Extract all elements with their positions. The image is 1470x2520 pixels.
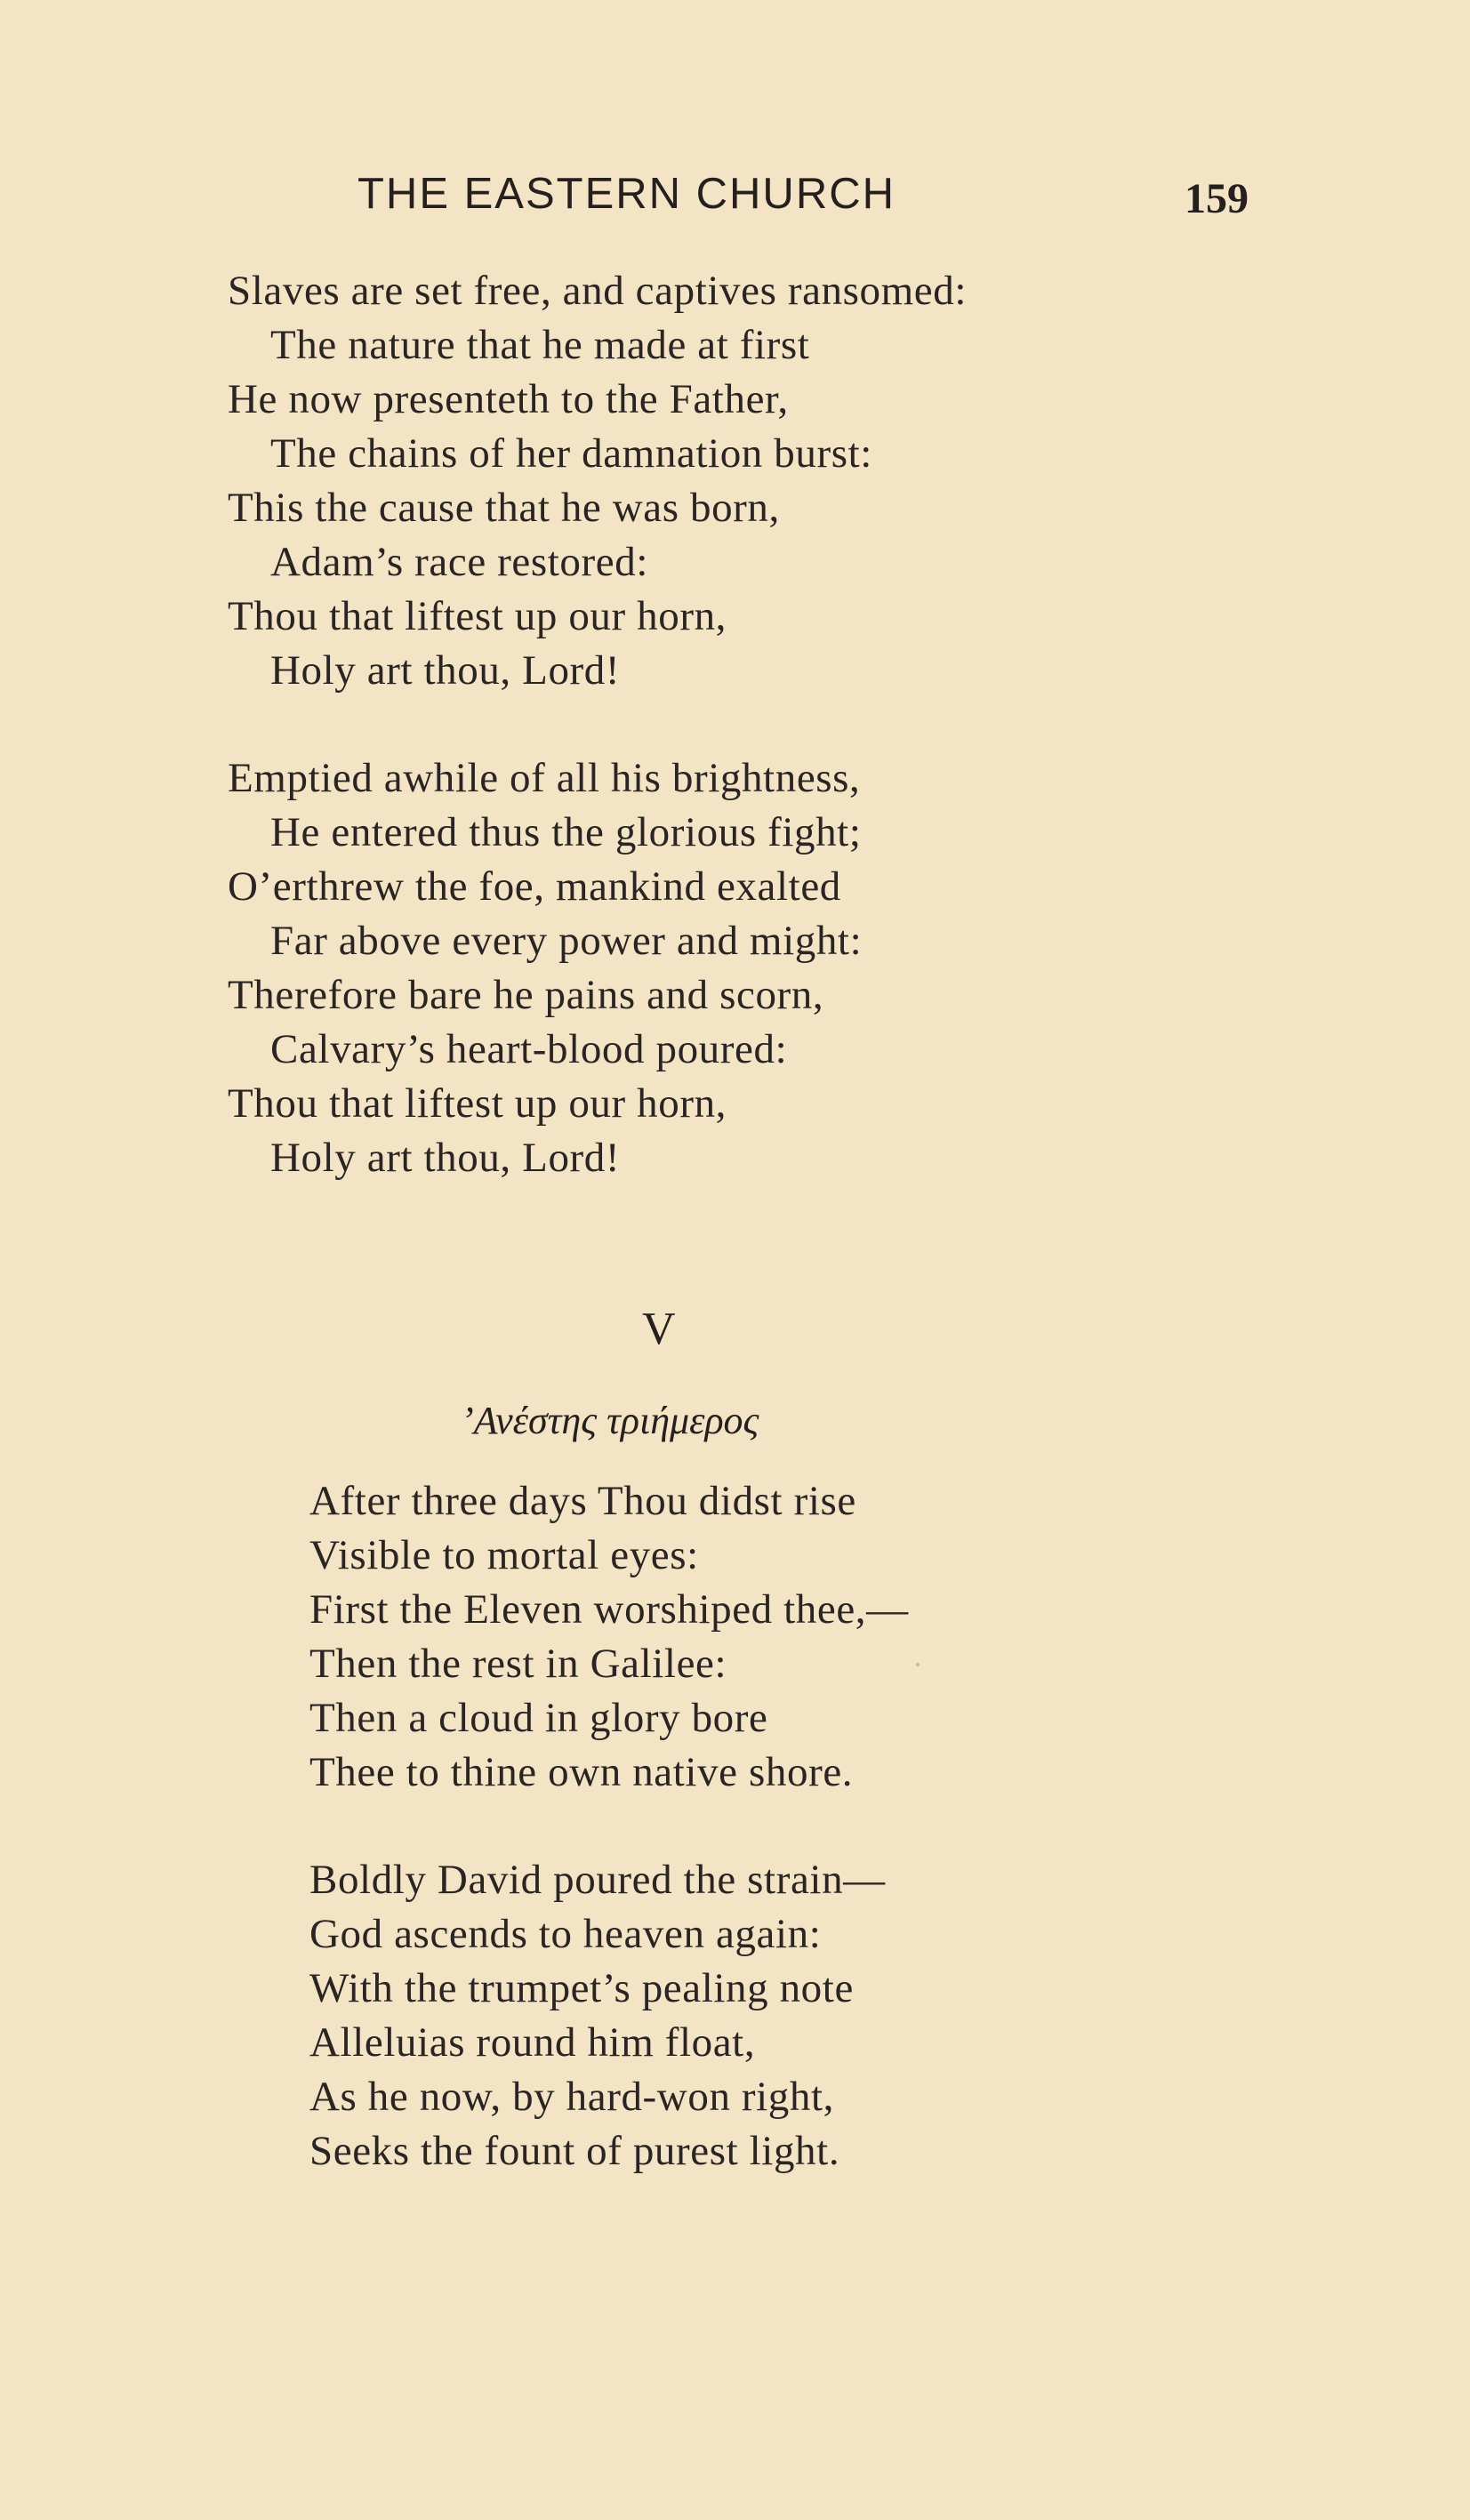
- running-title: THE EASTERN CHURCH: [357, 170, 896, 218]
- verse-line: Visible to mortal eyes:: [309, 1532, 699, 1578]
- section-numeral: V: [642, 1304, 676, 1354]
- verse-line: O’erthrew the foe, mankind exalted: [228, 863, 841, 910]
- verse-line: With the trumpet’s pealing note: [309, 1965, 854, 2011]
- verse-line: Far above every power and might:: [270, 918, 863, 964]
- verse-line: First the Eleven worshiped thee,—: [309, 1586, 909, 1633]
- stanza-1: [228, 264, 967, 698]
- verse-line: Therefore bare he pains and scorn,: [228, 972, 824, 1018]
- verse-line: After three days Thou didst rise: [309, 1478, 856, 1524]
- verse-line: Alleluias round him float,: [309, 2019, 756, 2066]
- verse-line: Thou that liftest up our horn,: [228, 593, 727, 639]
- verse-line: Thou that liftest up our horn,: [228, 1080, 727, 1127]
- verse-line: The chains of her damnation burst:: [270, 430, 872, 477]
- paper-speck: [916, 1663, 920, 1666]
- verse-line: Holy art thou, Lord!: [270, 647, 621, 694]
- verse-line: Calvary’s heart-blood poured:: [270, 1026, 788, 1072]
- verse-line: Thee to thine own native shore.: [309, 1749, 854, 1795]
- verse-line: Slaves are set free, and captives ransomed:: [228, 268, 967, 314]
- verse-line: As he now, by hard-won right,: [309, 2074, 835, 2120]
- verse-line: He now presenteth to the Father,: [228, 376, 789, 422]
- stanza-4: [309, 1853, 886, 2179]
- verse-line: This the cause that he was born,: [228, 485, 780, 531]
- verse-line: Boldly David poured the strain—: [309, 1857, 886, 1903]
- stanza-3: [309, 1474, 909, 1800]
- greek-hymn-title: ’Ανέστης τριήμερος: [461, 1399, 759, 1442]
- page-number: 159: [1185, 175, 1249, 222]
- verse-line: Then the rest in Galilee:: [309, 1641, 727, 1687]
- verse-line: God ascends to heaven again:: [309, 1911, 822, 1957]
- verse-line: Holy art thou, Lord!: [270, 1135, 621, 1181]
- verse-line: Then a cloud in glory bore: [309, 1695, 768, 1741]
- verse-line: Emptied awhile of all his brightness,: [228, 755, 861, 801]
- verse-line: The nature that he made at first: [270, 322, 810, 368]
- stanza-2: [228, 751, 862, 1185]
- verse-line: He entered thus the glorious fight;: [270, 809, 862, 855]
- verse-line: Adam’s race restored:: [270, 539, 648, 585]
- verse-line: Seeks the fount of purest light.: [309, 2128, 840, 2174]
